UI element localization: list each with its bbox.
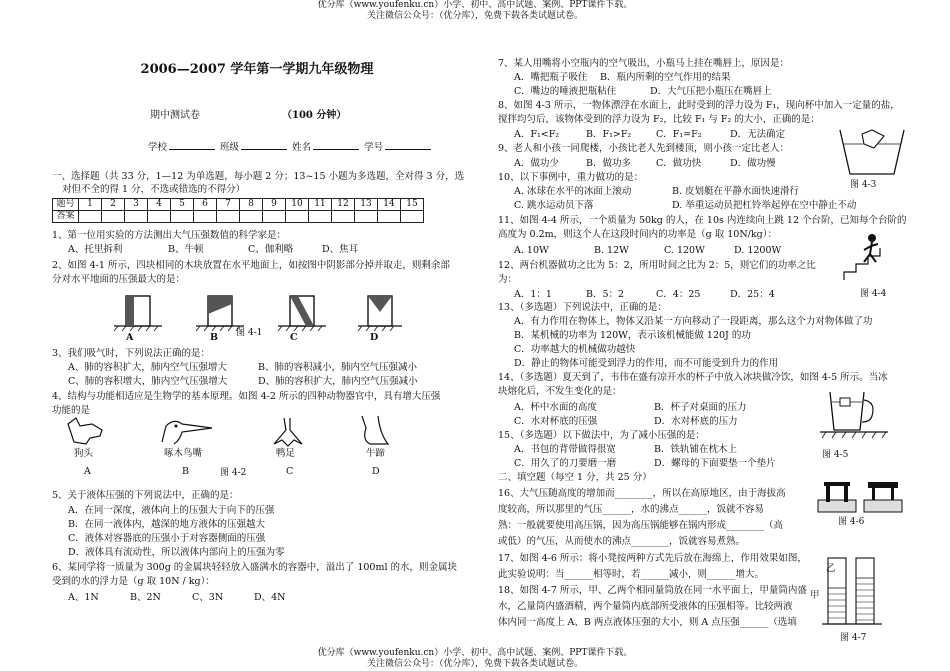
answer-cell[interactable] [125, 211, 148, 223]
answer-cell[interactable] [217, 211, 240, 223]
q4-stem2: 功能的是 [52, 405, 91, 416]
page-header [0, 0, 950, 22]
q10-option: C. 跳水运动员下落 [514, 200, 594, 211]
q5-stem: 5、关于液体压强的下列说法中，正确的是： [52, 490, 239, 501]
q9-option: A．做功少 [514, 158, 559, 169]
q17-line: 17、如图 4-6 所示：将小凳按两种方式先后放在海绵上，作用效果如图， [498, 553, 807, 564]
figure-caption: 图 4-3 [850, 180, 877, 190]
q10-option: B. 皮划艇在平静水面快速滑行 [672, 186, 800, 197]
figure-4-6 [814, 478, 906, 514]
answer-table-header-cell: 7 [217, 199, 240, 211]
answer-cell[interactable] [332, 211, 355, 223]
q17-line: 此实验说明：当______相等时，若______减小，则______增大。 [498, 569, 765, 580]
section2-heading: 二、填空题（每空 1 分，共 25 分） [498, 472, 652, 483]
q11-option: D. 1200W [734, 245, 782, 256]
q12-stem: 12、两台机器做功之比为 5：2，所用时间之比为 2：5，则它们的功率之比 [498, 260, 816, 271]
q16-line: 熟：一般就要使用高压锅，因为高压锅能够在锅内形成________（高 [498, 520, 784, 531]
header-line2: 关注微信公众号：（优分库），免费下载各类试题试卷。 [366, 11, 583, 21]
answer-table-header-cell: 2 [102, 199, 125, 211]
q14-stem: 14、（多选题）夏天到了，韦伟在盛有凉开水的杯子中放入冰块做冷饮，如图 4-5 所示。当冰 [498, 372, 888, 383]
q2-label: D [370, 332, 379, 343]
answer-table-header-cell: 4 [148, 199, 171, 211]
q7-option: D．大气压把小瓶压在嘴唇上 [650, 86, 772, 97]
answer-table-label: 答案 [53, 211, 79, 223]
answer-table-header-cell: 5 [171, 199, 194, 211]
answer-table-header-cell: 15 [401, 199, 424, 211]
q11-option: B. 12W [594, 245, 629, 256]
q2-label: A [126, 332, 134, 343]
answer-cell[interactable] [171, 211, 194, 223]
q1-option: C、伽利略 [248, 244, 294, 255]
answer-table [52, 198, 424, 223]
q2-stem: 2、如图 4-1 所示，四块相同的木块放置在水平地面上，如按图中阴影部分掉并取走，则剩余部 [52, 260, 450, 271]
page-footer [0, 648, 950, 670]
figure-caption: 图 4-4 [860, 289, 887, 299]
q4-stem: 4、结构与功能相适应是生物学的基本原理。如图 4-2 所示的四种动物器官中，具有增大压强 [52, 391, 441, 402]
name-label: 姓名 [292, 142, 312, 153]
q7-stem: 7、某人用嘴将小空瓶内的空气吸出，小瓶马上挂在嘴唇上，原因是： [498, 58, 790, 69]
q3-option: B、肺的容积减小，肺内空气压强减小 [258, 362, 417, 373]
q6-option: C、3N [192, 592, 224, 603]
q16-line: 度较高，所以那里的气压______，水的沸点______，饭就不容易 [498, 504, 765, 515]
figure-caption: 图 4-5 [822, 450, 849, 460]
q4-label: A [84, 466, 91, 477]
q13-option: D．静止的物体可能受到浮力的作用，而不可能受到升力的作用 [514, 358, 779, 369]
q3-option: C、肺的容积增大，肺内空气压强增大 [68, 376, 228, 387]
q10-stem: 10、以下事例中，重力做功的是： [498, 172, 644, 183]
figure-4-3 [836, 126, 908, 178]
answer-cell[interactable] [240, 211, 263, 223]
header-line1: 优分库（www.youfenku.cn）小学、初中、高中试题、案例、PPT课件下载。 [317, 0, 633, 10]
q14-option: C．水对杯底的压强 [514, 416, 598, 427]
figure-caption: 图 4-6 [838, 517, 865, 527]
q6-option: A、1N [68, 592, 99, 603]
q11-option: A. 10W [514, 245, 549, 256]
school-label: 学校 [148, 142, 168, 153]
q11-option: C. 120W [664, 245, 705, 256]
q12-option: D．25：4 [730, 289, 775, 300]
figure-caption: 图 4-2 [220, 468, 247, 478]
q10-option: D. 举重运动员把杠铃举起停在空中静止不动 [672, 200, 857, 211]
answer-cell[interactable] [355, 211, 378, 223]
answer-cell[interactable] [263, 211, 286, 223]
section1-heading2: 对但不全的得 1 分，不选或错选的不得分） [62, 184, 246, 195]
q15-option: D．螺母的下面要垫一个垫片 [654, 458, 776, 469]
q16-line: 16、大气压随高度的增加而________，所以在高原地区，由于海拔高 [498, 488, 786, 499]
q14-option: A．杯中水面的高度 [514, 402, 597, 413]
q9-option: D．做功慢 [730, 158, 776, 169]
answer-table-header-cell: 11 [309, 199, 332, 211]
q4-fig-name: 狗头 [74, 448, 94, 459]
answer-table-header-cell: 9 [263, 199, 286, 211]
section1-heading: 一、选择题（共 33 分，1—12 为单选题，每小题 2 分；13~15 小题为多选题，全对得 3 分，选 [52, 171, 465, 182]
q15-option: C．用久了的刀要磨一磨 [514, 458, 617, 469]
page-title: 2006—2007 学年第一学期九年级物理 [140, 62, 374, 77]
answer-table-header-cell: 3 [125, 199, 148, 211]
q18-fig-label: 乙 [826, 563, 836, 574]
q2-label: C [290, 332, 298, 343]
q11-stem: 11、如图 4-4 所示，一个质量为 50kg 的人，在 10s 内连续向上跳 12 个台阶，已知每个台阶的 [498, 215, 907, 226]
q13-option: A．有力作用在物体上，物体又沿某一方向移动了一段距离，那么这个力对物体做了功 [514, 316, 873, 327]
q18-line: 18、如图 4-7 所示，甲、乙两个相同量筒放在同一水平面上，甲量筒内盛 [498, 585, 807, 596]
q4-fig-name: 鸭足 [276, 448, 296, 459]
q1-option: D、焦耳 [322, 244, 359, 255]
footer-line1: 优分库（www.youfenku.cn）小学、初中、高中试题、案例、PPT课件下载。 [317, 648, 633, 658]
q2-stem2: 分对水平地面的压强最大的是： [52, 274, 186, 285]
student-info [148, 140, 433, 153]
q7-option: C．嘴边的唾液把瓶粘住 [514, 86, 617, 97]
q4-fig-name: 啄木鸟嘴 [164, 448, 203, 459]
q4-label: C [286, 466, 294, 477]
answer-cell[interactable] [378, 211, 401, 223]
answer-table-header-cell: 12 [332, 199, 355, 211]
q3-option: A、肺的容积扩大，肺内空气压强增大 [68, 362, 227, 373]
q5-option: D．液体具有流动性，所以液体内部向上的压强为零 [68, 547, 285, 558]
number-label: 学号 [364, 142, 384, 153]
answer-table-header-cell: 6 [194, 199, 217, 211]
q8-option: B．F₁>F₂ [586, 129, 632, 140]
q2-label: B [210, 332, 219, 343]
q5-option: B．在同一液体内，越深的地方液体的压强越大 [68, 519, 265, 530]
q3-option: D、肺的容积扩大，肺内空气压强减小 [258, 376, 418, 387]
q6-option: D、4N [254, 592, 286, 603]
answer-cell[interactable] [102, 211, 125, 223]
figure-4-4 [842, 230, 902, 282]
q1-stem: 1、第一位用实验的方法测出大气压强数值的科学家是： [52, 230, 287, 241]
q9-option: B．做功多 [586, 158, 631, 169]
q8-option: A．F₁<F₂ [514, 129, 560, 140]
q10-option: A. 冰球在水平的冰面上滚动 [514, 186, 632, 197]
q5-option: C．液体对容器底的压强小于对容器侧面的压强 [68, 533, 266, 544]
duration: （100 分钟） [282, 110, 347, 121]
answer-cell[interactable] [309, 211, 332, 223]
figure-caption: 图 4-7 [840, 633, 867, 643]
q8-stem2: 搅拌均匀后，该物体受到的浮力设为 F₂，比较 F₁ 与 F₂ 的大小，正确的是： [498, 114, 820, 125]
q13-stem: 13、（多选题）下列说法中，正确的是： [498, 302, 667, 313]
figure-4-7 [820, 548, 884, 630]
q11-stem2: 高度为 0.2m，则这个人在这段时间内的功率是（g 取 10N/kg）： [498, 229, 777, 240]
q15-option: A．书包的背带做得很宽 [514, 444, 616, 455]
q12-option: A．1：1 [514, 289, 552, 300]
figure-caption: 图 4-1 [236, 328, 263, 338]
answer-cell[interactable] [194, 211, 217, 223]
q4-label: B [182, 466, 189, 477]
answer-table-header-cell: 13 [355, 199, 378, 211]
q14-option: D．水对杯底的压力 [654, 416, 738, 427]
q18-line: 体内同一高度上 A、B 两点液体压强的大小，则 A 点压强______（选填 [498, 617, 797, 628]
q4-fig-name: 牛蹄 [366, 448, 386, 459]
q7-option: B．瓶内所剩的空气作用的结果 [600, 72, 731, 83]
answer-cell[interactable] [286, 211, 309, 223]
q3-stem: 3、我们吸气时，下列说法正确的是： [52, 348, 211, 359]
q16-line: 或低）的气压，从而使水的沸点________，饭就容易煮熟。 [498, 536, 746, 547]
q14-stem2: 块熔化后，不发生变化的是： [498, 386, 622, 397]
subtitle: 期中测试卷 [150, 110, 200, 121]
q12-option: C．4：25 [656, 289, 701, 300]
q5-option: A．在同一深度，液体向上的压强大于向下的压强 [68, 505, 275, 516]
q13-option: C．功率越大的机械做功越快 [514, 344, 636, 355]
figure-4-5 [818, 388, 890, 448]
q8-option: D．无法确定 [730, 129, 786, 140]
answer-cell[interactable] [79, 211, 102, 223]
q1-option: B、牛顿 [168, 244, 204, 255]
q6-option: B、2N [130, 592, 161, 603]
q13-option: B．某机械的功率为 120W，表示该机械能做 120J 的功 [514, 330, 751, 341]
q7-option: A．嘴把瓶子吸住 [514, 72, 588, 83]
q1-option: A、托里拆利 [68, 244, 123, 255]
answer-table-header-cell: 10 [286, 199, 309, 211]
answer-cell[interactable] [401, 211, 424, 223]
answer-cell[interactable] [148, 211, 171, 223]
q9-option: C．做功快 [656, 158, 702, 169]
q18-fig-label: 甲 [810, 590, 820, 601]
q15-stem: 15、（多选题）以下做法中，为了减小压强的是： [498, 430, 705, 441]
footer-line2: 关注微信公众号：（优分库），免费下载各类试题试卷。 [366, 659, 583, 669]
q12-option: B．5：2 [586, 289, 625, 300]
q12-stem2: 为： [498, 274, 518, 285]
q8-stem: 8、如图 4-3 所示，一物体漂浮在水面上，此时受到的浮力设为 F₁，现向杯中加入一定量的盐， [498, 100, 900, 111]
q6-stem: 6、某同学将一质量为 300g 的金属块轻轻放入盛满水的容器中，溢出了 100ml 的水，则金属块 [52, 562, 458, 573]
q15-option: B．铁轨铺在枕木上 [654, 444, 737, 455]
q6-stem2: 受到的水的浮力是（g 取 10N / kg）： [52, 576, 215, 587]
figure-4-2 [62, 414, 402, 448]
answer-table-header-cell: 1 [79, 199, 102, 211]
class-label: 班级 [220, 142, 240, 153]
q4-label: D [372, 466, 380, 477]
q18-line: 水，乙量筒内盛酒精，两个量筒内底部所受液体的压强相等。比较两液 [498, 601, 793, 612]
answer-table-header-cell: 题号 [53, 199, 79, 211]
answer-table-header-cell: 8 [240, 199, 263, 211]
q14-option: B．杯子对桌面的压力 [654, 402, 747, 413]
q8-option: C．F₁=F₂ [656, 129, 702, 140]
q9-stem: 9、老人和小孩一同爬楼，小孩比老人先到楼顶，则小孩一定比老人： [498, 143, 790, 154]
answer-table-header-cell: 14 [378, 199, 401, 211]
